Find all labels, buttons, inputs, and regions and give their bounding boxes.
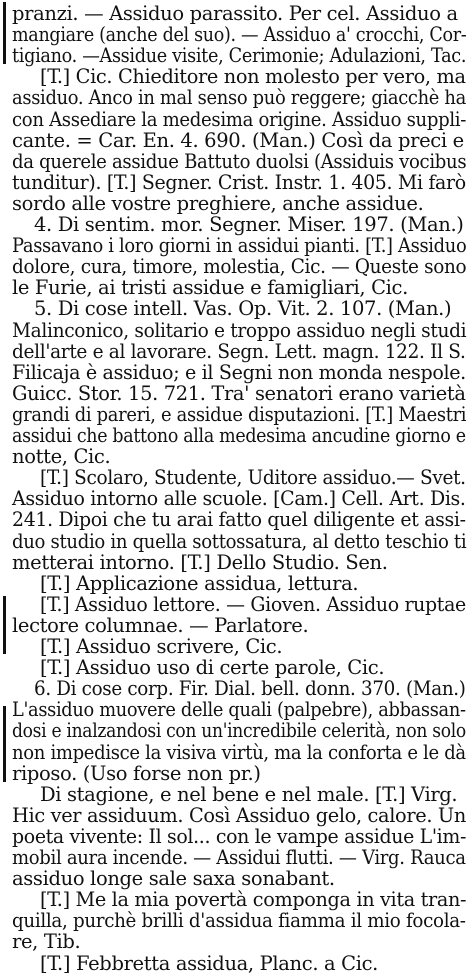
text-line: Di stagione, e nel bene e nel male. [T.] Virg.	[40, 782, 458, 806]
text-line: non impedisce la visiva virtù, ma la conforta e le dà	[12, 740, 466, 764]
text-line: grandi di pareri, e assidue disputazioni. [T.] Maestri	[12, 402, 467, 426]
text-line: [T.] Febbretta assidua, Planc. a Cic.	[40, 951, 379, 975]
text-line: [T.] Cic. Chieditore non molesto per vero, ma	[40, 65, 466, 89]
margin-rule-top	[3, 2, 6, 64]
text-line: 6. Di cose corp. Fir. Dial. bell. donn. 370. (Man.)	[34, 677, 466, 701]
text-line: assidui che battono alla medesima ancudine giorno e	[12, 424, 466, 447]
text-line: dosi e inalzandosi con un'incredibile celerità, non solo	[12, 719, 466, 743]
text-line: Malinconico, solitario e troppo assiduo negli studi	[12, 318, 467, 342]
text-line: notte, Cic.	[12, 445, 111, 469]
text-line: Assiduo intorno alle scuole. [Cam.] Cell. Art. Dis.	[12, 487, 466, 511]
text-line: metterai intorno. [T.] Dello Studio. Sen.	[12, 550, 388, 574]
margin-rule-bottom	[3, 706, 6, 782]
text-line: con Assediare la medesima origine. Assiduo suppli-	[12, 107, 467, 131]
text-line: tigiano. —Assidue visite, Cerimonie; Adulazioni, Tac.	[12, 44, 467, 68]
text-line: [T.] Scolaro, Studente, Uditore assiduo.— Svet.	[40, 466, 466, 490]
text-line: da querele assidue Battuto duolsi (Assiduis vocibus	[12, 149, 467, 173]
text-line: sordo alle vostre preghiere, anche assidue.	[12, 191, 424, 215]
text-line: re, Tib.	[12, 930, 81, 954]
text-line: riposo. (Uso forse non pr.)	[12, 761, 261, 785]
text-line: Hic ver assiduum. Così Assiduo gelo, calore. Un	[12, 803, 466, 827]
text-line: 5. Di cose intell. Vas. Op. Vit. 2. 107. (Man.)	[34, 297, 452, 321]
margin-rule-middle	[3, 596, 6, 654]
text-line: 4. Di sentim. mor. Segner. Miser. 197. (Man.)	[34, 213, 464, 236]
text-line: [T.] Applicazione assidua, lettura.	[40, 571, 359, 595]
text-line: [T.] Assiduo uso di certe parole, Cic.	[40, 656, 385, 680]
text-line: [T.] Assiduo scrivere, Cic.	[40, 635, 283, 658]
text-line: [T.] Assiduo lettore. — Gioven. Assiduo ruptae	[40, 592, 466, 616]
text-line: cante. = Car. En. 4. 690. (Man.) Così da preci e	[12, 128, 464, 152]
text-line: poeta vivente: Il sol... con le vampe assidue L'im-	[12, 824, 467, 848]
text-line: dolore, cura, timore, molestia, Cic. — Queste sono	[12, 255, 467, 279]
text-line: mobil aura incende. — Assidui flutti. — Virg. Rauca	[12, 846, 466, 869]
text-line: dell'arte e al lavorare. Segn. Lett. magn. 122. Il S.	[12, 339, 466, 363]
text-line: assiduo. Anco in mal senso può reggere; giacchè ha	[12, 86, 466, 110]
text-line: assiduo longe sale saxa sonabant.	[12, 867, 335, 891]
text-line: le Furie, ai tristi assidue e famigliari, Cic.	[12, 276, 408, 300]
text-line: pranzi. — Assiduo parassito. Per cel. Assiduo a	[12, 2, 458, 25]
text-line: lectore columnae. — Parlatore.	[12, 613, 309, 637]
text-line: quilla, purchè brilli d'assidua fiamma il mio focola-	[12, 909, 466, 933]
text-line: Filicaja è assiduo; e il Segni non monda nespole.	[12, 360, 466, 384]
text-line: mangiare (anche del suo). — Assiduo a' crocchi, Cor-	[12, 23, 467, 47]
text-line: tunditur). [T.] Segner. Crist. Instr. 1. 405. Mi farò	[12, 170, 466, 194]
text-line: Passavano i loro giorni in assidui pianti. [T.] Assiduo	[12, 234, 467, 258]
text-line: L'assiduo muovere delle quali (palpebre), abbassan-	[12, 698, 466, 722]
text-line: [T.] Me la mia povertà componga in vita tran-	[40, 888, 467, 912]
text-line: duo studio in quella sottossatura, al detto teschio ti	[12, 529, 467, 553]
text-line: Guicc. Stor. 15. 721. Tra' senatori erano varietà	[12, 381, 466, 405]
text-line: 241. Dipoi che tu arai fatto quel diligente et assi-	[12, 508, 466, 532]
